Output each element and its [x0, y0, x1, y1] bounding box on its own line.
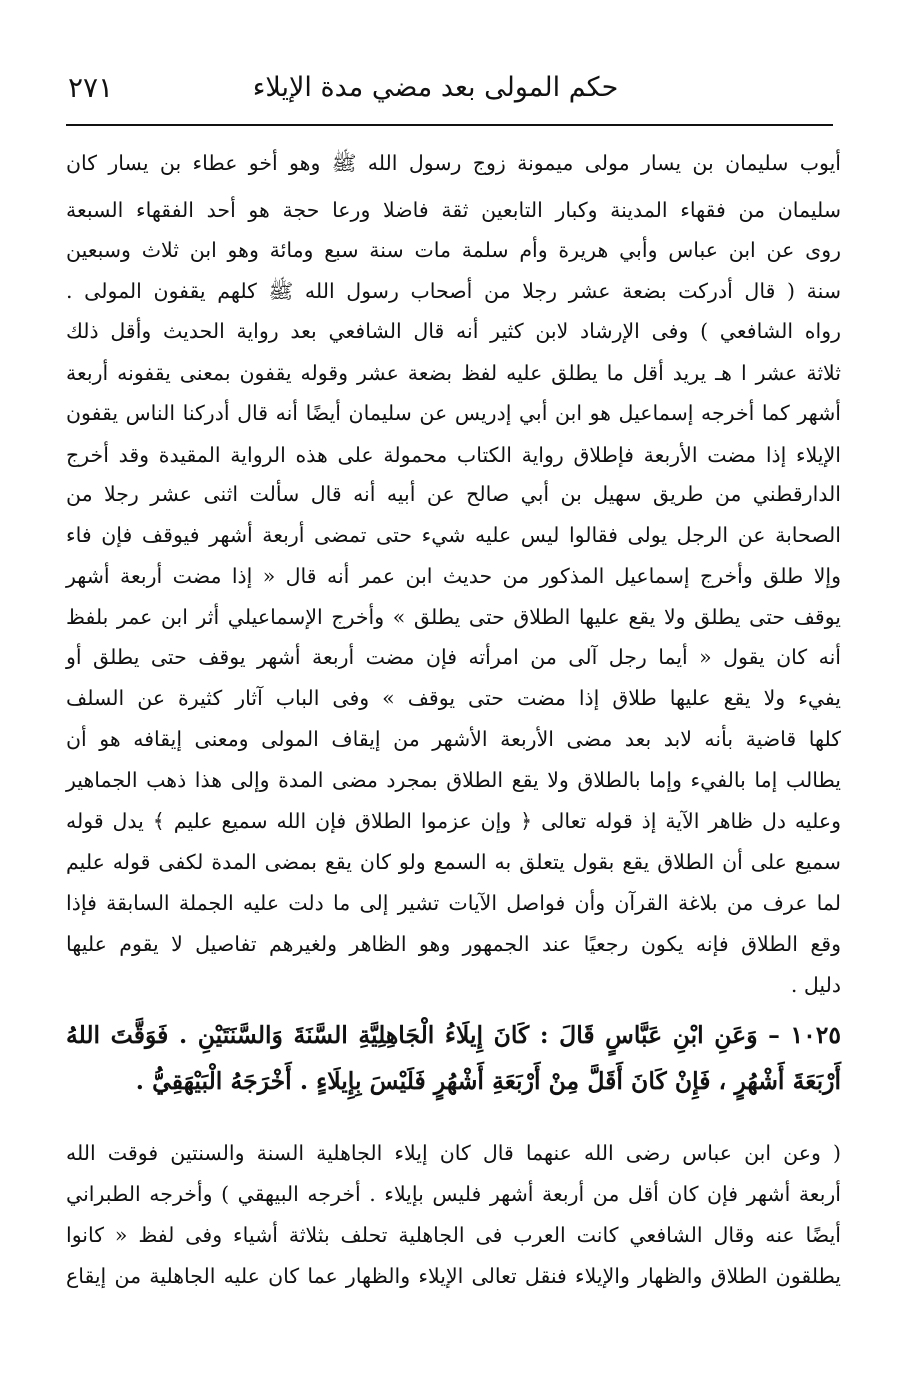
- commentary-line: الصحابة عن الرجل يولى فقالوا ليس عليه شيء حتى تمضى أربعة أشهر فيوقف فإن فاء: [66, 523, 841, 547]
- explanation-line: أيضًا عنه وقال الشافعي كانت العرب فى الجاهلية تحلف بثلاثة أشياء وفى لفظ « كانوا: [66, 1223, 841, 1247]
- commentary-line: لما عرف من بلاغة القرآن وأن فواصل الآيات تشير إلى ما دلت عليه الجملة السابقة فإذا: [66, 891, 841, 915]
- hadith-line: أَرْبَعَةَ أَشْهُرٍ ، فَإِنْ كَانَ أَقَلَّ مِنْ أَرْبَعَةِ أَشْهُرٍ فَلَيْسَ بِإِيلَاءٍ . أَخْرَجَهُ الْبَيْهَقِيُّ .: [135, 1067, 841, 1095]
- explanation-line: ( وعن ابن عباس رضى الله عنهما قال كان إيلاء الجاهلية السنة والسنتين فوقت الله: [66, 1141, 841, 1165]
- commentary-line: كلها قاضية بأنه لابد بعد مضى الأربعة الأشهر من إيقاف المولى ومعنى إيقافه هو أن: [66, 727, 841, 751]
- page-header: [60, 68, 851, 118]
- commentary-line: دليل .: [790, 973, 841, 997]
- page-number: ٢٧١: [68, 71, 114, 104]
- commentary-line: وإلا طلق وأخرج إسماعيل المذكور من حديث ابن عمر أنه قال « إذا مضت أربعة أشهر: [66, 564, 841, 588]
- commentary-line: روى عن ابن عباس وأبي هريرة وأم سلمة مات سنة سبع ومائة وهو ابن ثلاث وسبعين: [66, 238, 841, 262]
- header-rule: [66, 124, 833, 126]
- commentary-line: أنه كان يقول « أيما رجل آلى من امرأته فإن مضت أربعة أشهر يوقف حتى يطلق أو: [66, 645, 841, 669]
- commentary-line: ثلاثة عشر ا هـ يريد أقل ما يطلق عليه لفظ بضعة عشر وقوله يقفون بمعنى يقفونه أربعة: [66, 361, 841, 385]
- commentary-line: سليمان من فقهاء المدينة وكبار التابعين ثقة فاضلا ورعا حجة هو أحد الفقهاء السبعة: [66, 198, 841, 222]
- commentary-line: رواه الشافعي ) وفى الإرشاد لابن كثير أنه قال الشافعي بعد رواية الحديث وأقل ذلك: [66, 319, 841, 343]
- commentary-line: وعليه دل ظاهر الآية إذ قوله تعالى ﴿ وإن عزموا الطلاق فإن الله سميع عليم ﴾ يدل قوله: [66, 809, 841, 833]
- commentary-line: أيوب سليمان بن يسار مولى ميمونة زوج رسول الله ﷺ وهو أخو عطاء بن يسار كان: [66, 151, 841, 175]
- explanation-line: يطلقون الطلاق والظهار والإيلاء فنقل تعالى الإيلاء والظهار عما كان عليه الجاهلية من إيقاع: [66, 1264, 841, 1288]
- commentary-line: يوقف حتى يطلق ولا يقع عليها الطلاق حتى يطلق » وأخرج الإسماعيلي أثر ابن عمر بلفظ: [66, 605, 841, 629]
- hadith-line: ١٠٢٥ – وَعَنِ ابْنِ عَبَّاسٍ قَالَ : كَانَ إِيلَاءُ الْجَاهِلِيَّةِ السَّنَةَ وَالسَّنَتَيْنِ . فَوَقَّتَ اللهُ: [66, 1021, 841, 1049]
- commentary-line: يفيء ولا يقع عليها طلاق إذا مضت حتى يوقف » وفى الباب آثار كثيرة عن السلف: [66, 686, 841, 710]
- commentary-line: سميع على أن الطلاق يقع بقول يتعلق به السمع ولو كان يقع بمضى المدة لكفى قوله عليم: [66, 850, 841, 874]
- page-title: حكم المولى بعد مضي مدة الإيلاء: [252, 72, 619, 103]
- commentary-line: وقع الطلاق فإنه يكون رجعيًا عند الجمهور وهو الظاهر ولغيرهم تفاصيل لا يقوم عليها: [66, 932, 841, 956]
- commentary-line: الدارقطني من طريق سهيل بن أبي صالح عن أبيه أنه قال سألت اثنى عشر رجلا من: [66, 482, 841, 506]
- explanation-line: أربعة أشهر فإن كان أقل من أربعة أشهر فليس بإيلاء . أخرجه البيهقي ) وأخرجه الطبراني: [66, 1182, 841, 1206]
- commentary-line: أشهر كما أخرجه إسماعيل هو ابن أبي إدريس عن سليمان أيضًا أنه قال أدركنا الناس يقفون: [66, 401, 841, 425]
- commentary-line: سنة ( قال أدركت بضعة عشر رجلا من أصحاب رسول الله ﷺ كلهم يقفون المولى .: [66, 279, 841, 303]
- commentary-line: الإيلاء إذا مضت الأربعة فإطلاق رواية الكتاب محمولة على هذه الرواية المقيدة وقد أخرج: [66, 443, 841, 467]
- commentary-line: يطالب إما بالفيء وإما بالطلاق ولا يقع الطلاق بمجرد مضى المدة وإلى هذا ذهب الجماهير: [66, 768, 841, 792]
